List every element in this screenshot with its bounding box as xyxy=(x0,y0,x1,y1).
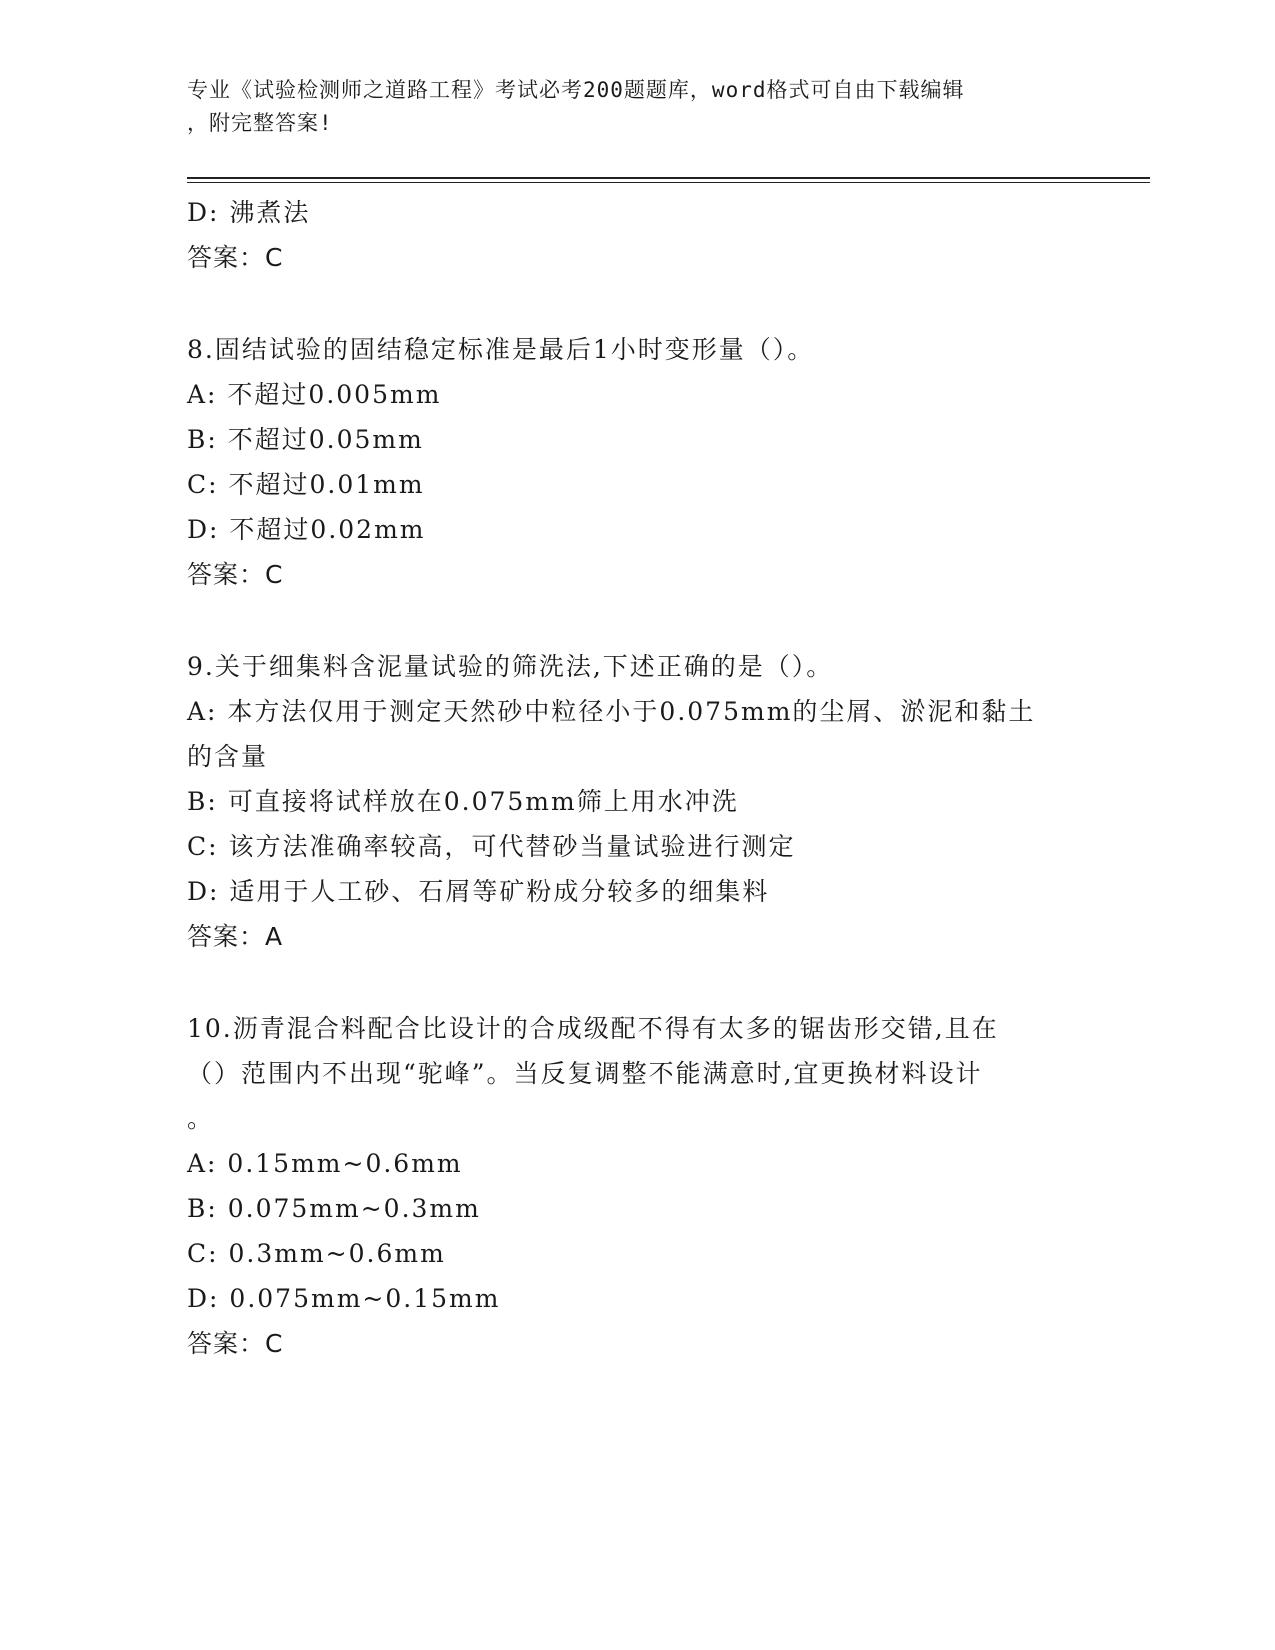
question-list xyxy=(187,190,1087,1366)
header-title-line1: 专业《试验检测师之道路工程》考试必考200题题库，word格式可自由下载编辑 xyxy=(187,78,965,102)
question-stem-continued: （）范围内不出现“驼峰”。当反复调整不能满意时,宜更换材料设计 xyxy=(187,1059,983,1088)
question-stem: 9.关于细集料含泥量试验的筛洗法,下述正确的是（）。 xyxy=(187,652,834,681)
question-8 xyxy=(187,327,1087,597)
option-c: C: 不超过0.01mm xyxy=(187,470,425,499)
question-stem-end: 。 xyxy=(187,1104,215,1133)
option-a: A: 0.15mm~0.6mm xyxy=(187,1149,463,1178)
question-prev xyxy=(187,190,1087,280)
question-10 xyxy=(187,1006,1087,1366)
question-9 xyxy=(187,644,1087,959)
header-divider-thin xyxy=(187,182,1150,183)
question-stem: 10.沥青混合料配合比设计的合成级配不得有太多的锯齿形交错,且在 xyxy=(187,1014,999,1043)
option-d: D: 沸煮法 xyxy=(187,198,311,227)
document-header xyxy=(187,74,1067,140)
option-a: A: 本方法仅用于测定天然砂中粒径小于0.075mm的尘屑、淤泥和黏土 xyxy=(187,697,1036,726)
option-d: D: 不超过0.02mm xyxy=(187,515,426,544)
option-c: C: 0.3mm~0.6mm xyxy=(187,1239,446,1268)
header-divider-thick xyxy=(187,177,1150,179)
question-stem: 8.固结试验的固结稳定标准是最后1小时变形量（）。 xyxy=(187,335,815,364)
answer: 答案：A xyxy=(187,922,284,951)
option-d: D: 0.075mm~0.15mm xyxy=(187,1284,501,1313)
option-d: D: 适用于人工砂、石屑等矿粉成分较多的细集料 xyxy=(187,877,770,906)
option-b: B: 可直接将试样放在0.075mm筛上用水冲洗 xyxy=(187,787,739,816)
option-b: B: 不超过0.05mm xyxy=(187,425,424,454)
option-c: C: 该方法准确率较高，可代替砂当量试验进行测定 xyxy=(187,832,796,861)
header-title-line2: ，附完整答案! xyxy=(187,111,333,135)
option-a-continued: 的含量 xyxy=(187,742,269,771)
answer: 答案：C xyxy=(187,1329,284,1358)
answer: 答案：C xyxy=(187,560,284,589)
answer: 答案：C xyxy=(187,243,284,272)
option-b: B: 0.075mm~0.3mm xyxy=(187,1194,481,1223)
option-a: A: 不超过0.005mm xyxy=(187,380,442,409)
